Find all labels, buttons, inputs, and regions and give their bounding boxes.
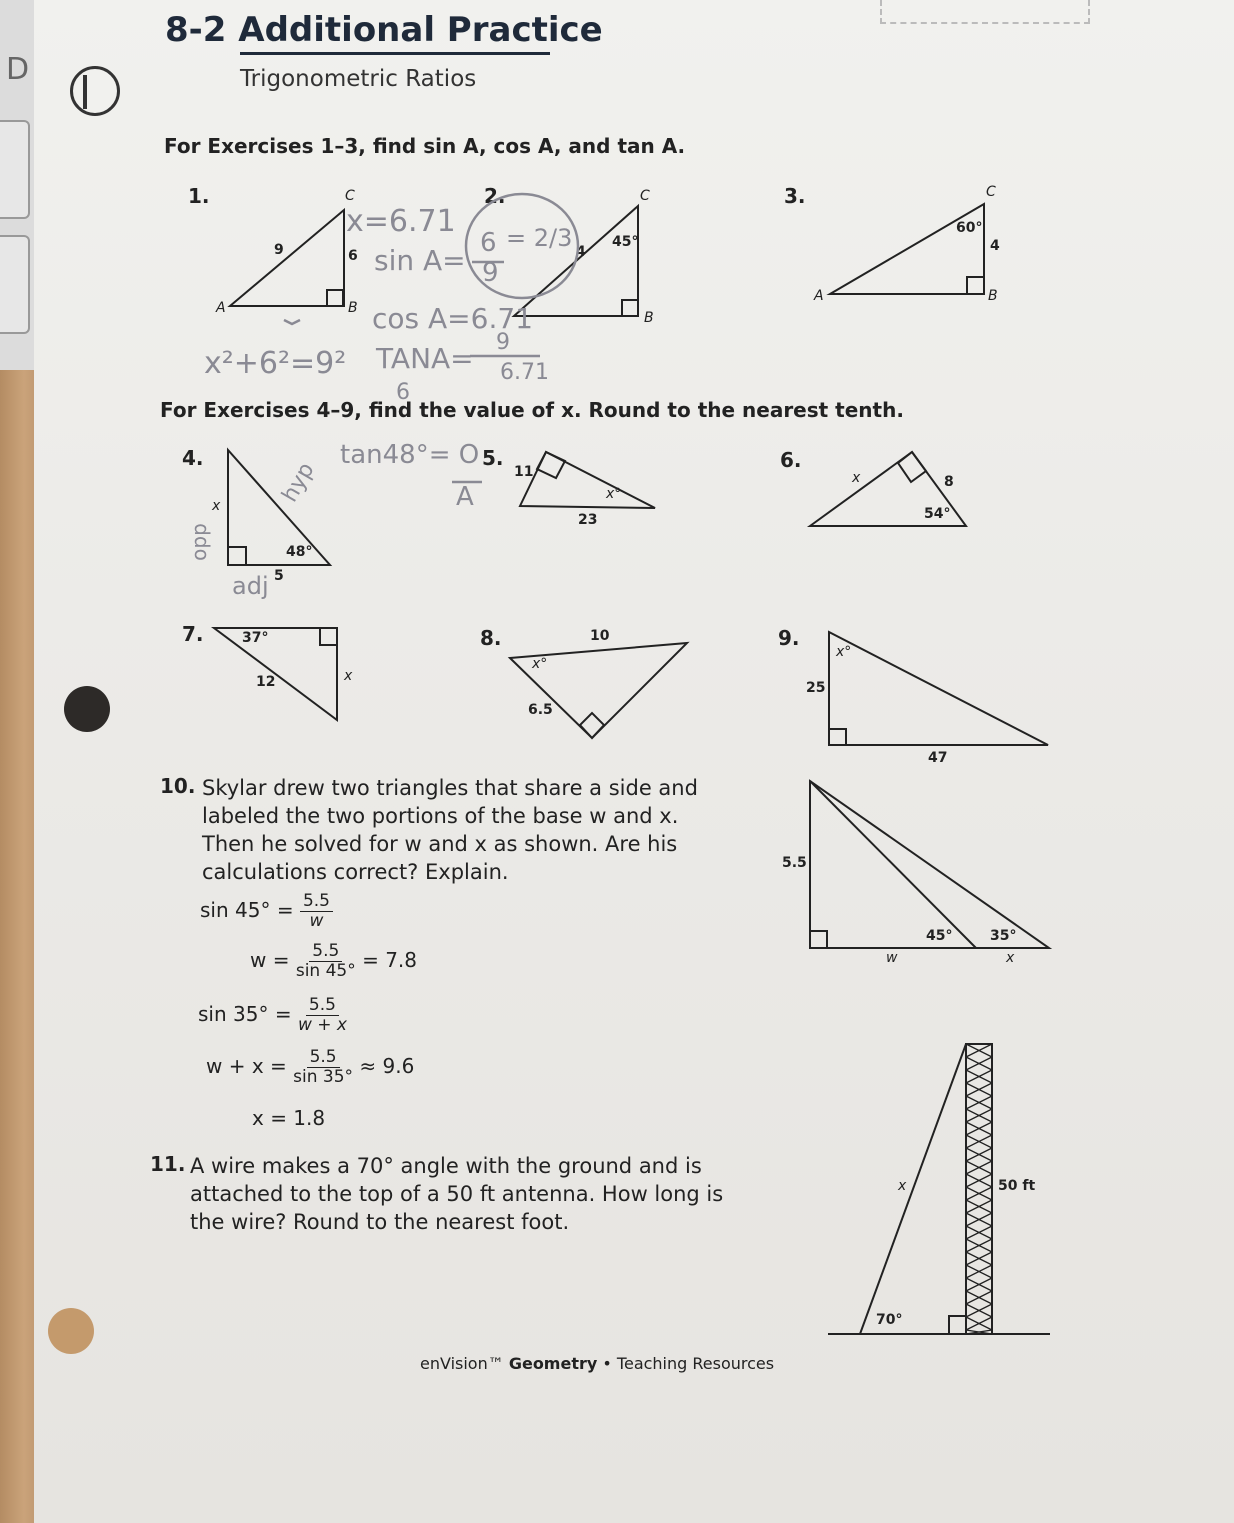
side-label: 5 [274, 568, 284, 584]
side-label: x [898, 1178, 907, 1194]
handwriting: 9 [482, 258, 499, 288]
side-label: 50 ft [998, 1178, 1036, 1194]
vertex-label: B [988, 288, 998, 304]
equation-rhs: = 7.8 [362, 948, 418, 972]
exercise-number: 3. [784, 184, 806, 208]
angle-label: 54° [924, 506, 951, 522]
handwriting: cos A=6.71 [372, 302, 533, 335]
side-label: 11 [514, 464, 534, 480]
equation-lhs: sin 45° = [200, 898, 294, 922]
equation-lhs: w = [250, 948, 290, 972]
exercise-number: 2. [484, 184, 506, 208]
key-letter: D [6, 52, 30, 87]
vertex-label: C [640, 188, 650, 204]
handwriting: opp [186, 523, 211, 561]
angle-label: 37° [242, 630, 269, 646]
equation-lhs: w + x = [206, 1054, 287, 1078]
handwriting: 6 [396, 380, 410, 405]
exercise-number: 4. [182, 446, 204, 470]
vertex-label: B [644, 310, 654, 326]
denominator: w + x [297, 1015, 347, 1035]
footer-rest: • Teaching Resources [602, 1354, 775, 1373]
angle-label: 45° [612, 234, 639, 250]
angle-label: 48° [286, 544, 313, 560]
handwriting: TANA= [376, 342, 474, 375]
side-label: 6.5 [528, 702, 553, 718]
vertex-label: C [345, 188, 355, 204]
side-label: 5.5 [782, 855, 807, 871]
equation-rhs: ≈ 9.6 [359, 1054, 415, 1078]
numerator: 5.5 [306, 996, 339, 1016]
side-label: 4 [990, 238, 1000, 254]
vertex-label: A [216, 300, 226, 316]
exercise-number: 5. [482, 446, 504, 470]
page-title: 8-2 Additional Practice [165, 10, 603, 50]
side-label: x [212, 498, 221, 514]
exercise-number: 10. [160, 774, 196, 798]
equation-line-5: x = 1.8 [252, 1106, 326, 1130]
angle-label: x° [606, 486, 622, 502]
vertex-label: B [348, 300, 358, 316]
handwriting: adj [232, 572, 269, 600]
exercise-number: 8. [480, 626, 502, 650]
numerator: 5.5 [300, 892, 333, 912]
footer-subject: Geometry [508, 1354, 598, 1373]
equation-lhs: sin 35° = [198, 1002, 292, 1026]
angle-label: x° [836, 644, 852, 660]
handwriting: = 2/3 [506, 224, 573, 252]
numerator: 5.5 [307, 1048, 340, 1068]
handwriting: 6 [480, 228, 497, 258]
instructions-4-9: For Exercises 4–9, find the value of x. Round to the nearest tenth. [160, 398, 904, 422]
handwriting: 9 [496, 330, 510, 355]
pencil-circle [466, 194, 578, 298]
handwriting: 6.71 [500, 360, 549, 385]
side-label: 6 [348, 248, 358, 264]
side-label: x [1006, 950, 1015, 966]
angle-label: 45° [926, 928, 953, 944]
angle-label: 60° [956, 220, 983, 236]
angle-label: 35° [990, 928, 1017, 944]
numerator: 5.5 [309, 942, 342, 962]
side-label: 25 [806, 680, 826, 696]
denominator: w [309, 911, 324, 931]
angle-label: 70° [876, 1312, 903, 1328]
side-label: 10 [590, 628, 610, 644]
exercise-11-prompt: A wire makes a 70° angle with the ground and is attached to the top of a 50 ft antenna. How long is the wire? Round to the nearest foot. [190, 1154, 724, 1234]
side-label: w [886, 950, 898, 966]
exercise-number: 1. [188, 184, 210, 208]
side-label: x [852, 470, 861, 486]
footer [420, 1354, 774, 1373]
side-label: 9 [274, 242, 284, 258]
handwriting: x²+6²=9² [204, 346, 347, 381]
instructions-1-3: For Exercises 1–3, find sin A, cos A, and tan A. [164, 134, 686, 158]
exercise-10-prompt: Skylar drew two triangles that share a side and labeled the two portions of the base w and x. Then he solved for w and x as shown. Are his calculations correct? Explain. [202, 776, 698, 884]
exercise-number: 9. [778, 626, 800, 650]
angle-label: x° [532, 656, 548, 672]
handwriting: tan48°= O [340, 440, 480, 470]
exercise-number: 6. [780, 448, 802, 472]
side-label: 4 [576, 244, 586, 260]
denominator: sin 45° [295, 961, 356, 981]
exercise-number: 7. [182, 622, 204, 646]
vertex-label: C [986, 184, 996, 200]
footer-brand: enVision™ [420, 1354, 504, 1373]
pencil-angle-mark [284, 320, 300, 324]
exercise-number: 11. [150, 1152, 186, 1176]
side-label: 23 [578, 512, 598, 528]
page-subtitle: Trigonometric Ratios [240, 66, 477, 92]
denominator: sin 35° [293, 1067, 354, 1087]
side-label: 8 [944, 474, 954, 490]
side-label: 12 [256, 674, 276, 690]
handwriting: hyp [277, 458, 320, 507]
side-label: 47 [928, 750, 948, 766]
handwriting: sin A= [374, 244, 466, 277]
vertex-label: A [814, 288, 824, 304]
handwriting: x=6.71 [346, 204, 456, 239]
handwriting: A [456, 482, 474, 512]
side-label: x [344, 668, 353, 684]
